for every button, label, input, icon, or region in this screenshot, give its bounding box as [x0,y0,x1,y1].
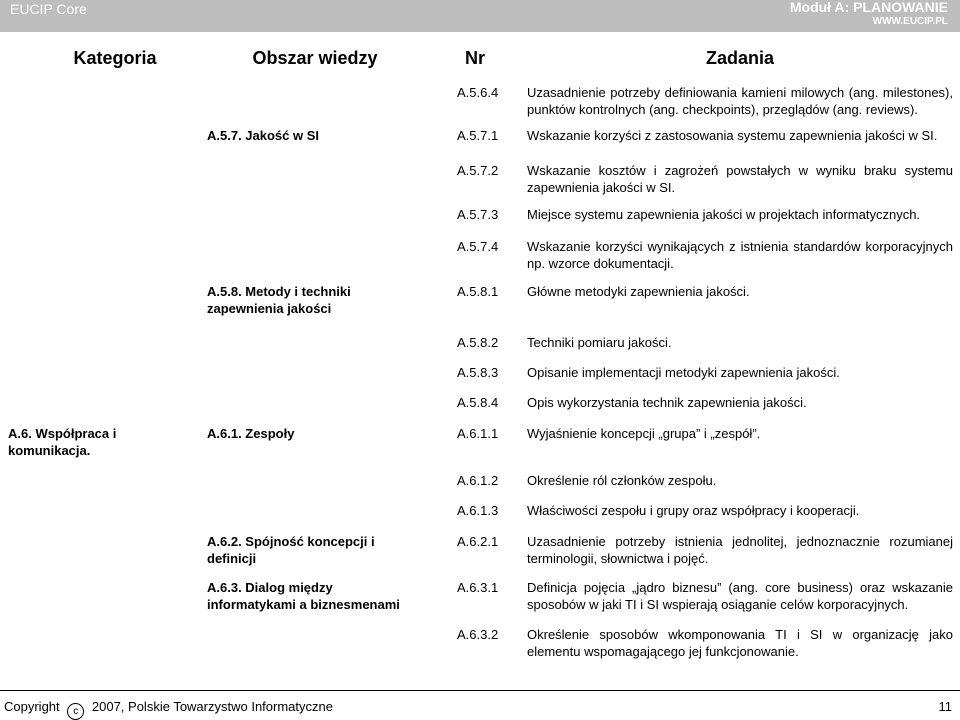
knowledge-area: A.6.3. Dialog między informatykami a biznesmenami [207,580,400,612]
task-description: Techniki pomiaru jakości. [527,335,672,350]
copyright-icon: c [67,703,84,720]
task-description: Wyjaśnienie koncepcji „grupa” i „zespół”. [527,426,761,441]
copyright-text: 2007, Polskie Towarzystwo Informatyczne [91,699,333,714]
task-number: A.5.8.2 [457,335,499,350]
task-description: Miejsce systemu zapewnienia jakości w projektach informatycznych. [527,207,921,222]
task-description: Właściwości zespołu i grupy oraz współpracy i kooperacji. [527,503,860,518]
task-number: A.6.3.2 [457,627,499,642]
task-description: Określenie ról członków zespołu. [527,473,717,488]
task-description: Definicja pojęcia „jądro biznesu” (ang. core business) oraz wskazanie sposobów w jaki TI i SI wspierają osiąganie celów korporacyjnych. [527,580,953,612]
task-number: A.5.8.3 [457,365,499,380]
column-header-area: Obszar wiedzy [252,48,378,68]
task-number: A.5.7.4 [457,239,499,254]
knowledge-area: A.6.2. Spójność koncepcji i definicji [207,534,375,566]
column-header-category: Kategoria [73,48,157,68]
task-description: Główne metodyki zapewnienia jakości. [527,284,750,299]
footer-copyright [4,699,333,720]
task-number: A.5.7.1 [457,128,499,143]
task-number: A.5.8.1 [457,284,499,299]
task-description: Uzasadnienie potrzeby definiowania kamieni milowych (ang. milestones), punktów kontrolnych (ang. checkpoints), przeglądów (ang. reviews). [527,85,953,117]
task-number: A.6.1.3 [457,503,499,518]
task-description: Określenie sposobów wkomponowania TI i SI w organizację jako elementu wspomagającego jej funkcjonowanie. [527,627,953,659]
footer-divider [0,690,960,691]
task-number: A.6.2.1 [457,534,499,549]
task-description: Wskazanie korzyści z zastosowania systemu zapewnienia jakości w SI. [527,128,938,143]
task-number: A.6.3.1 [457,580,499,595]
task-number: A.6.1.1 [457,426,499,441]
page-number: 11 [938,699,952,714]
copyright-label: Copyright [4,699,60,714]
category-label: A.6. Współpraca i komunikacja. [8,426,117,458]
task-number: A.5.7.3 [457,207,499,222]
task-number: A.5.7.2 [457,163,499,178]
knowledge-area: A.5.7. Jakość w SI [207,128,320,143]
task-description: Wskazanie korzyści wynikających z istnienia standardów korporacyjnych np. wzorce dokumentacji. [527,239,953,271]
header-title: EUCIP Core [10,1,87,17]
task-number: A.5.6.4 [457,85,499,100]
knowledge-area: A.6.1. Zespoły [207,426,295,441]
module-title: Moduł A: PLANOWANIE [789,0,948,15]
column-header-tasks: Zadania [705,48,775,68]
website-link[interactable]: WWW.EUCIP.PL [872,16,948,27]
task-description: Uzasadnienie potrzeby istnienia jednolitej, jednoznacznie rozumianej terminologii, słownictwa i pojęć. [527,534,953,566]
task-number: A.5.8.4 [457,395,499,410]
task-number: A.6.1.2 [457,473,499,488]
task-description: Wskazanie kosztów i zagrożeń powstałych w wyniku braku systemu zapewnienia jakości w SI. [527,163,953,195]
knowledge-area: A.5.8. Metody i techniki zapewnienia jakości [207,284,351,316]
task-description: Opis wykorzystania technik zapewnienia jakości. [527,395,807,410]
column-header-nr: Nr [464,48,485,68]
task-description: Opisanie implementacji metodyki zapewnienia jakości. [527,365,840,380]
